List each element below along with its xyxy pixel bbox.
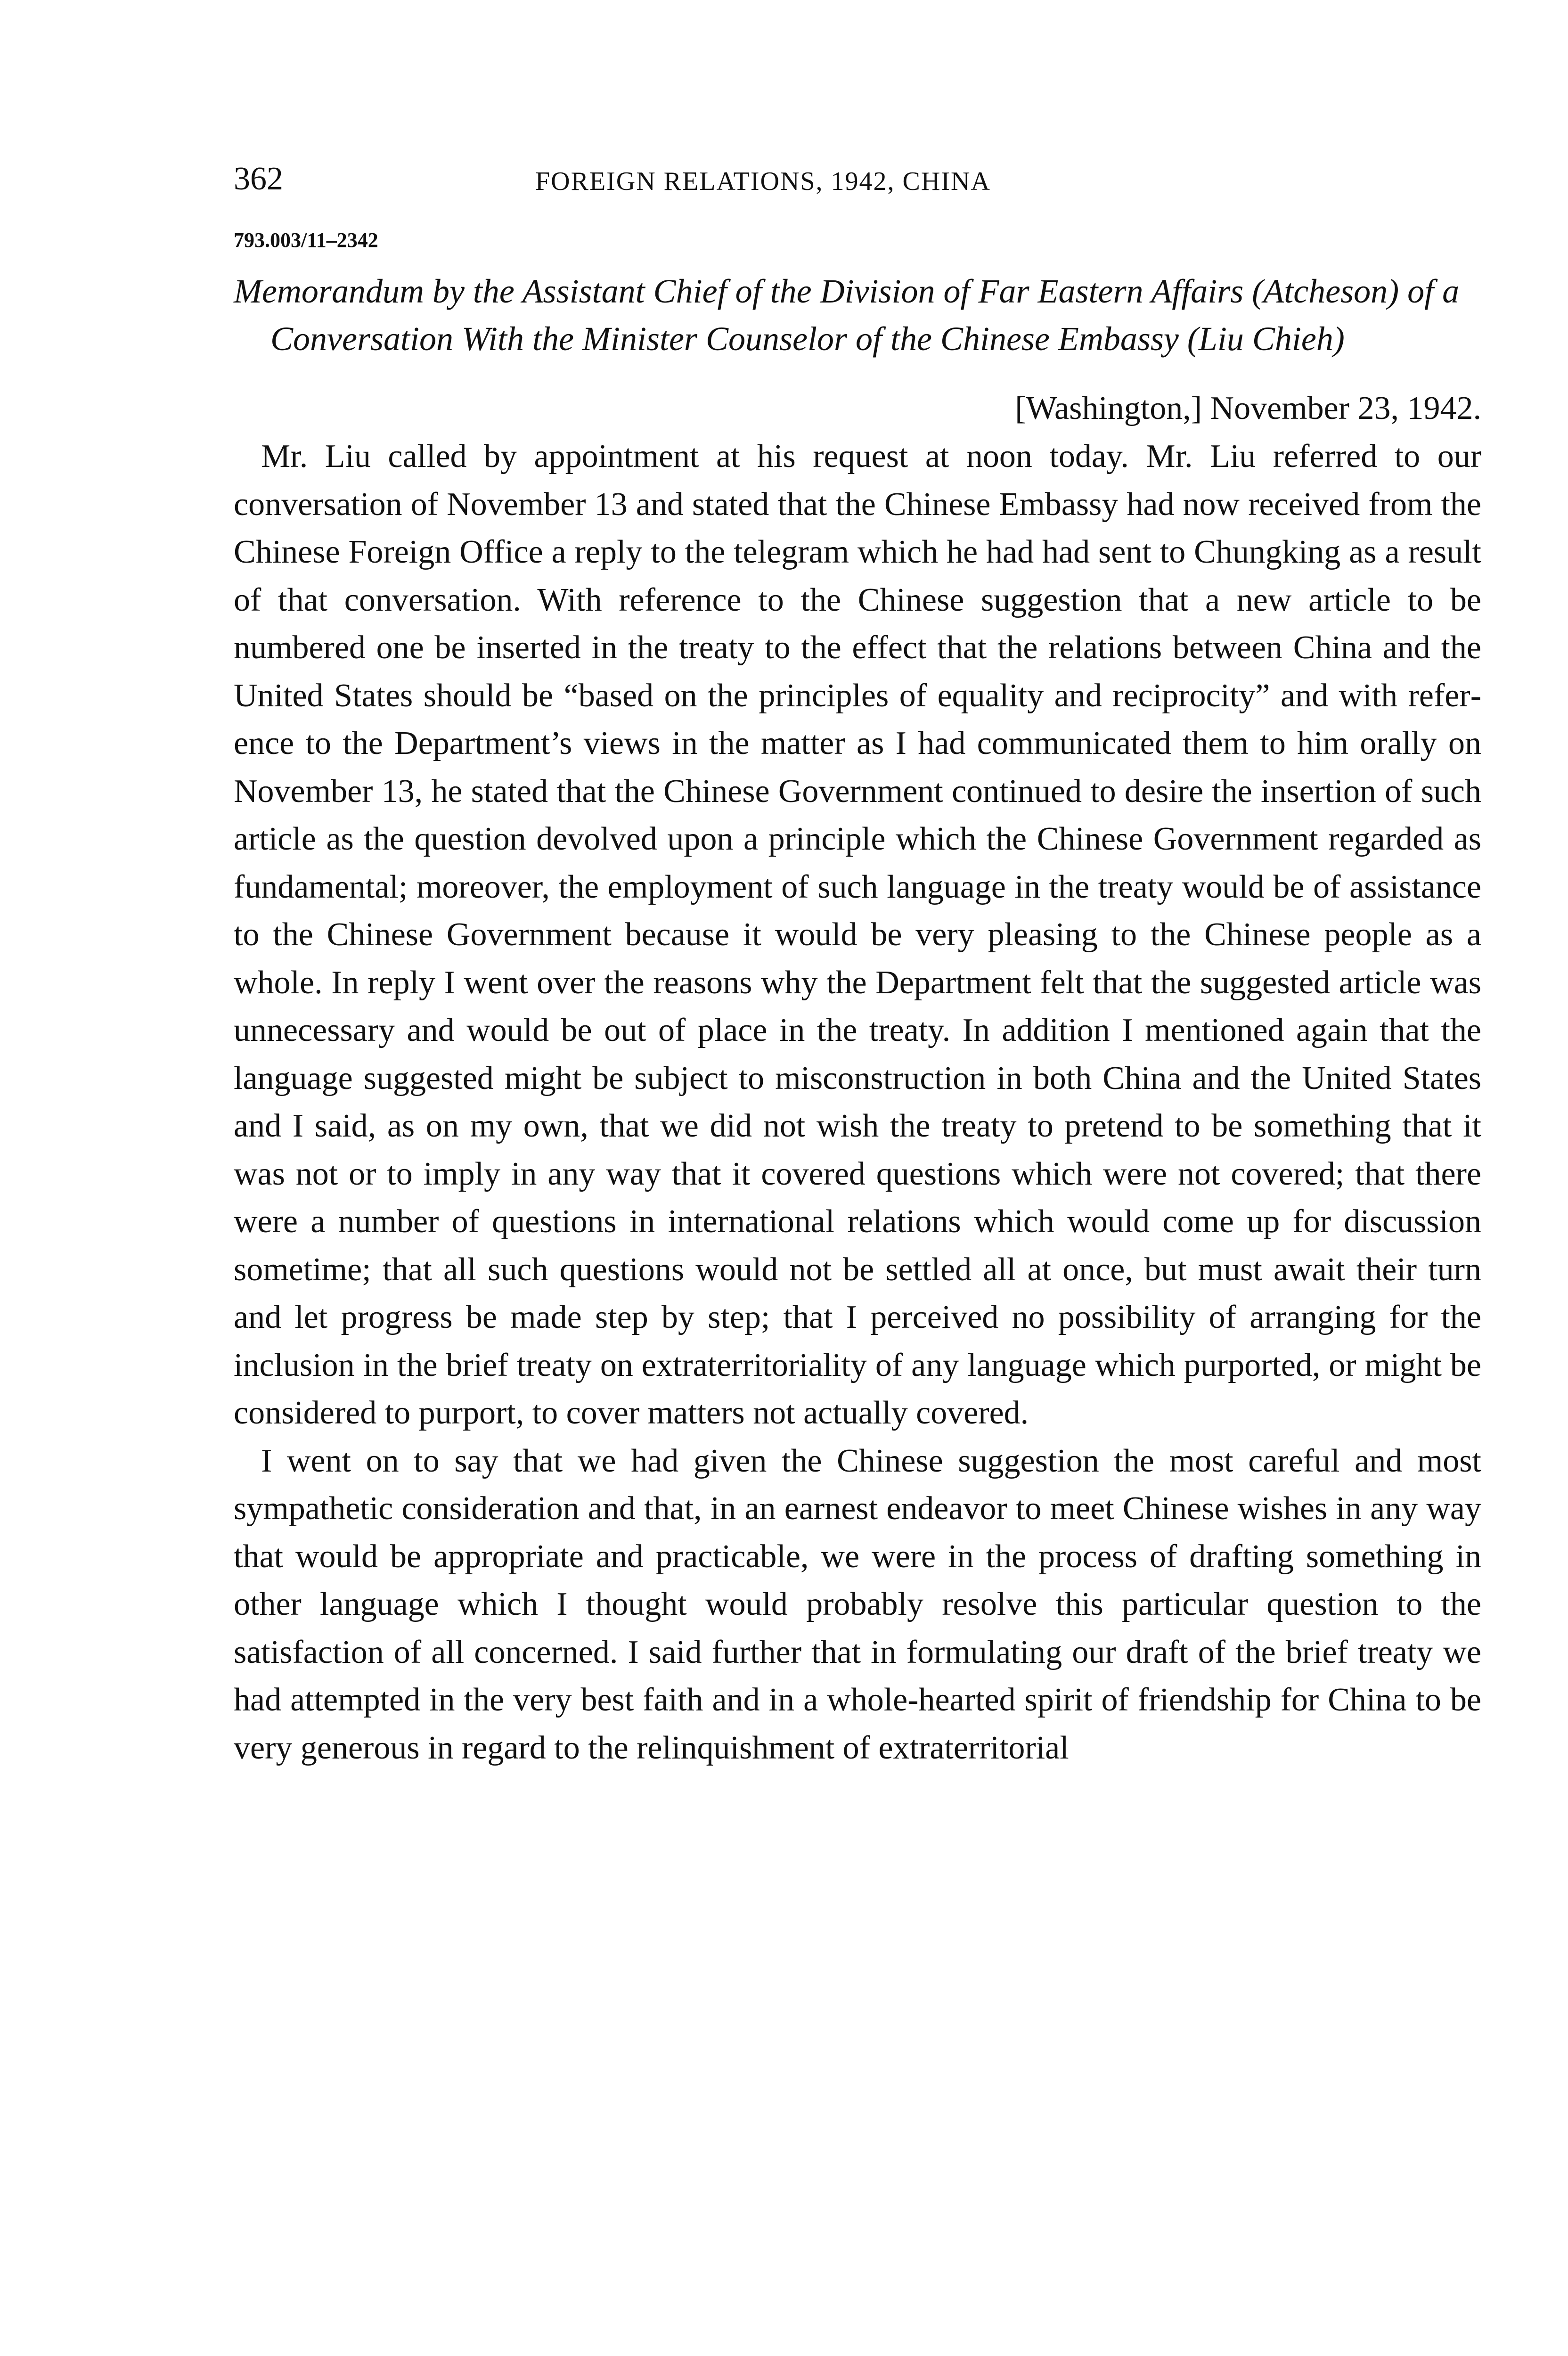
dateline: [Washington,] November 23, 1942. (1015, 390, 1481, 426)
file-number: 793.003/11–2342 (234, 229, 378, 252)
body-paragraph: I went on to say that we had given the Chinese suggestion the most careful and most sympathetic consideration and that, in an earnest endeavor to meet Chinese wishes in any way that would be appropriate and practicable, we were in the process of drafting something in other language which I thought would probably resolve this particular question to the satisfaction of all concerned. I said further that in formulating our draft of the brief treaty we had attempted in the very best faith and in a whole-hearted spirit of friendship for China to be very generous in regard to the relinquishment of extraterritorial (234, 1442, 1481, 1766)
body-paragraph: Mr. Liu called by appointment at his request at noon today. Mr. Liu referred to our conversation of November 13 and stated that the Chinese Embassy had now received from the Chinese Foreign Office a reply to the telegram which he had had sent to Chungking as a result of that conversation. With reference to the Chinese suggestion that a new article to be numbered one be inserted in the treaty to the effect that the relations between China and the United States should be “based on the principles of equality and reciprocity” and with reference to the Department’s views in the matter as I had communicated them to him orally on November 13, he stated that the Chinese Government continued to desire the insertion of such article as the question devolved upon a principle which the Chinese Government regarded as fundamental; moreover, the employment of such language in the treaty would be of assistance to the Chinese Government because it would be very pleasing to the Chinese people as a whole. In reply I went over the reasons why the Department felt that the suggested article was unnecessary and would be out of place in the treaty. In addition I mentioned again that the language suggested might be subject to misconstruction in both China and the United States and I said, as on my own, that we did not wish the treaty to pretend to be something that it was not or to imply in any way that it covered questions which were not covered; that there were a number of questions in international relations which would come up for discussion sometime; that all such questions would not be settled all at once, but must await their turn and let progress be made step by step; that I perceived no possibility of arranging for the inclusion in the brief treaty on extraterritoriality of any language which purported, or might be considered to purport, to cover matters not actually covered. (234, 438, 1481, 1431)
memo-title: Memorandum by the Assistant Chief of the Division of Far Eastern Affairs (Atcheson) of a Conversation With the Minister Counselor of the Chinese Embassy (Liu Chieh) (234, 272, 1460, 358)
running-title: FOREIGN RELATIONS, 1942, CHINA (535, 167, 991, 196)
running-head (234, 160, 1481, 212)
document-page (234, 160, 1481, 1772)
page-number: 362 (234, 161, 283, 197)
